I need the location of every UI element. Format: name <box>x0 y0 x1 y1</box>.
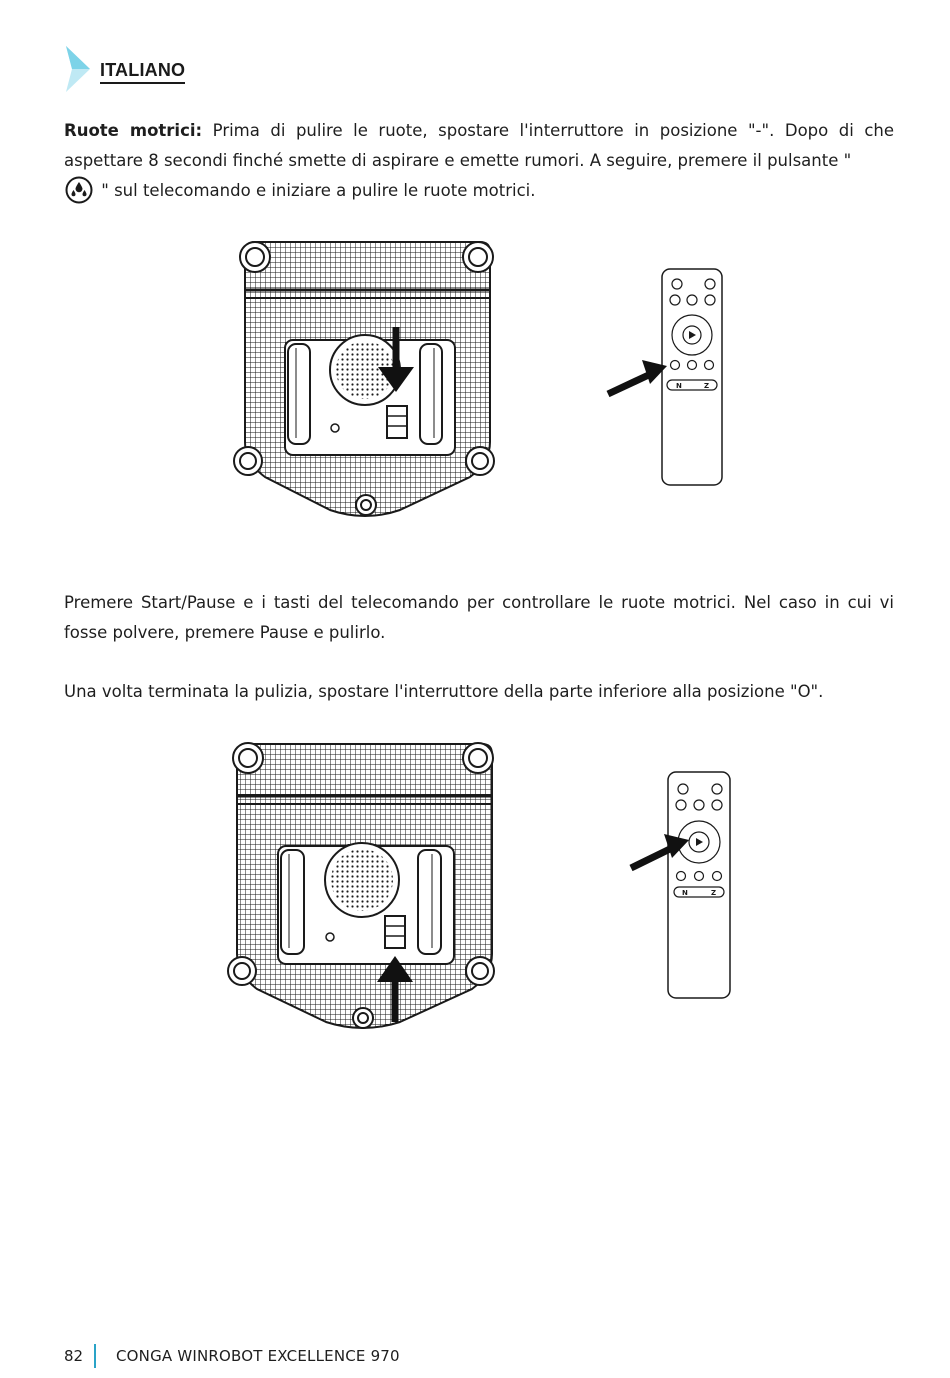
arrow-pointer-icon <box>608 360 667 394</box>
remote-control <box>608 269 722 485</box>
section-heading: Ruote motrici: <box>64 121 203 140</box>
remote-control <box>631 772 730 998</box>
water-drops-button-icon <box>64 176 94 204</box>
robot-and-remote-figure-1 <box>230 232 750 522</box>
remote-label-z: Z <box>704 382 710 390</box>
finish-instructions: Una volta terminata la pulizia, spostare l'interruttore della parte inferiore alla posizione "O". <box>64 682 824 701</box>
remote-label-n: N <box>676 382 682 390</box>
footer-divider <box>94 1344 96 1368</box>
page-header <box>64 46 264 92</box>
product-name: CONGA WINROBOT EXCELLENCE 970 <box>116 1347 400 1365</box>
page-footer <box>64 1344 564 1370</box>
remote-label-z: Z <box>711 889 717 897</box>
instruction-text-2: " sul telecomando e iniziare a pulire le ruote motrici. <box>96 181 536 200</box>
robot-bottom-view <box>234 242 494 516</box>
robot-and-remote-figure-2 <box>220 734 750 1034</box>
wheel-cleaning-instructions <box>64 116 894 206</box>
instruction-text-1: Prima di pulire le ruote, spostare l'interruttore in posizione "-". Dopo di che aspettare 8 secondi finché smette di aspirare e emette rumori. A seguire, premere il pulsante " <box>64 121 895 170</box>
chevron-logo-icon <box>64 46 94 92</box>
remote-label-n: N <box>682 889 688 897</box>
page-number: 82 <box>64 1347 84 1365</box>
start-pause-instructions: Premere Start/Pause e i tasti del telecomando per controllare le ruote motrici. Nel caso in cui vi fosse polvere, premere Pause e pulirlo. <box>64 593 894 642</box>
robot-bottom-view <box>228 743 494 1028</box>
language-label: ITALIANO <box>100 60 185 84</box>
